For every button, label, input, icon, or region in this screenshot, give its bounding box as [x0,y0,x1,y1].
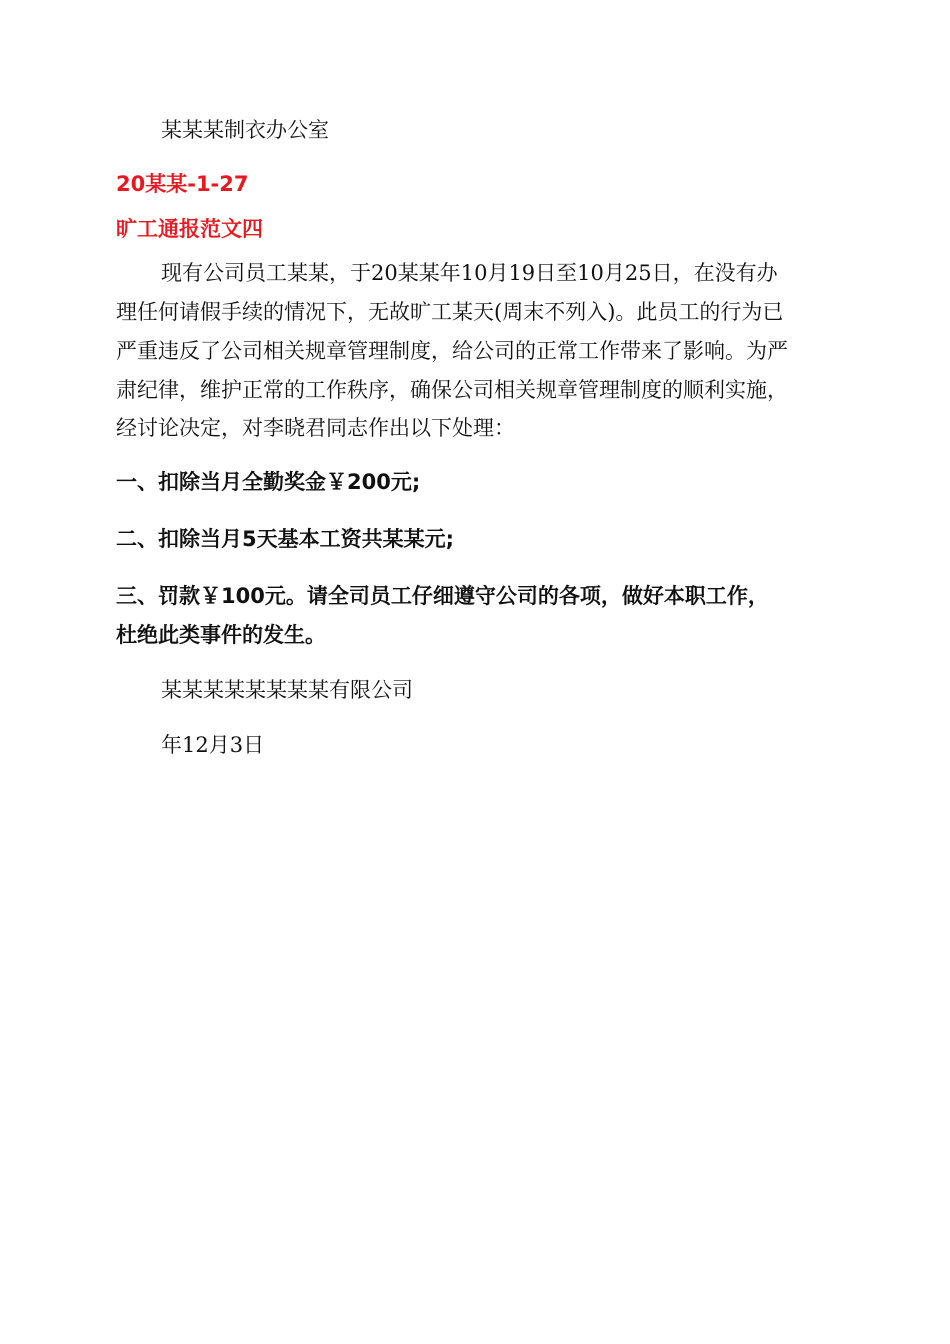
body-line-1: 现有公司员工某某，于20某某年10月19日至10月25日，在没有办 [161,261,778,285]
footer-company: 某某某某某某某某有限公司 [161,678,413,702]
body-line-2: 理任何请假手续的情况下，无故旷工某天(周末不列入)。此员工的行为已 [116,300,784,324]
body-line-3: 严重违反了公司相关规章管理制度，给公司的正常工作带来了影响。为严 [116,339,788,363]
item-3-line-2: 杜绝此类事件的发生。 [116,623,326,647]
document-title: 旷工通报范文四 [116,217,263,241]
document-date: 20某某-1-27 [116,172,249,196]
item-3-line-1: 三、罚款￥100元。请全司员工仔细遵守公司的各项，做好本职工作， [116,584,769,608]
footer-date: 年12月3日 [161,733,265,757]
office-name: 某某某制衣办公室 [161,118,329,142]
item-2: 二、扣除当月5天基本工资共某某元; [116,527,455,551]
body-line-4: 肃纪律，维护正常的工作秩序，确保公司相关规章管理制度的顺利实施， [116,378,788,402]
item-1: 一、扣除当月全勤奖金￥200元; [116,470,421,494]
body-line-5: 经讨论决定，对李晓君同志作出以下处理： [116,416,515,440]
